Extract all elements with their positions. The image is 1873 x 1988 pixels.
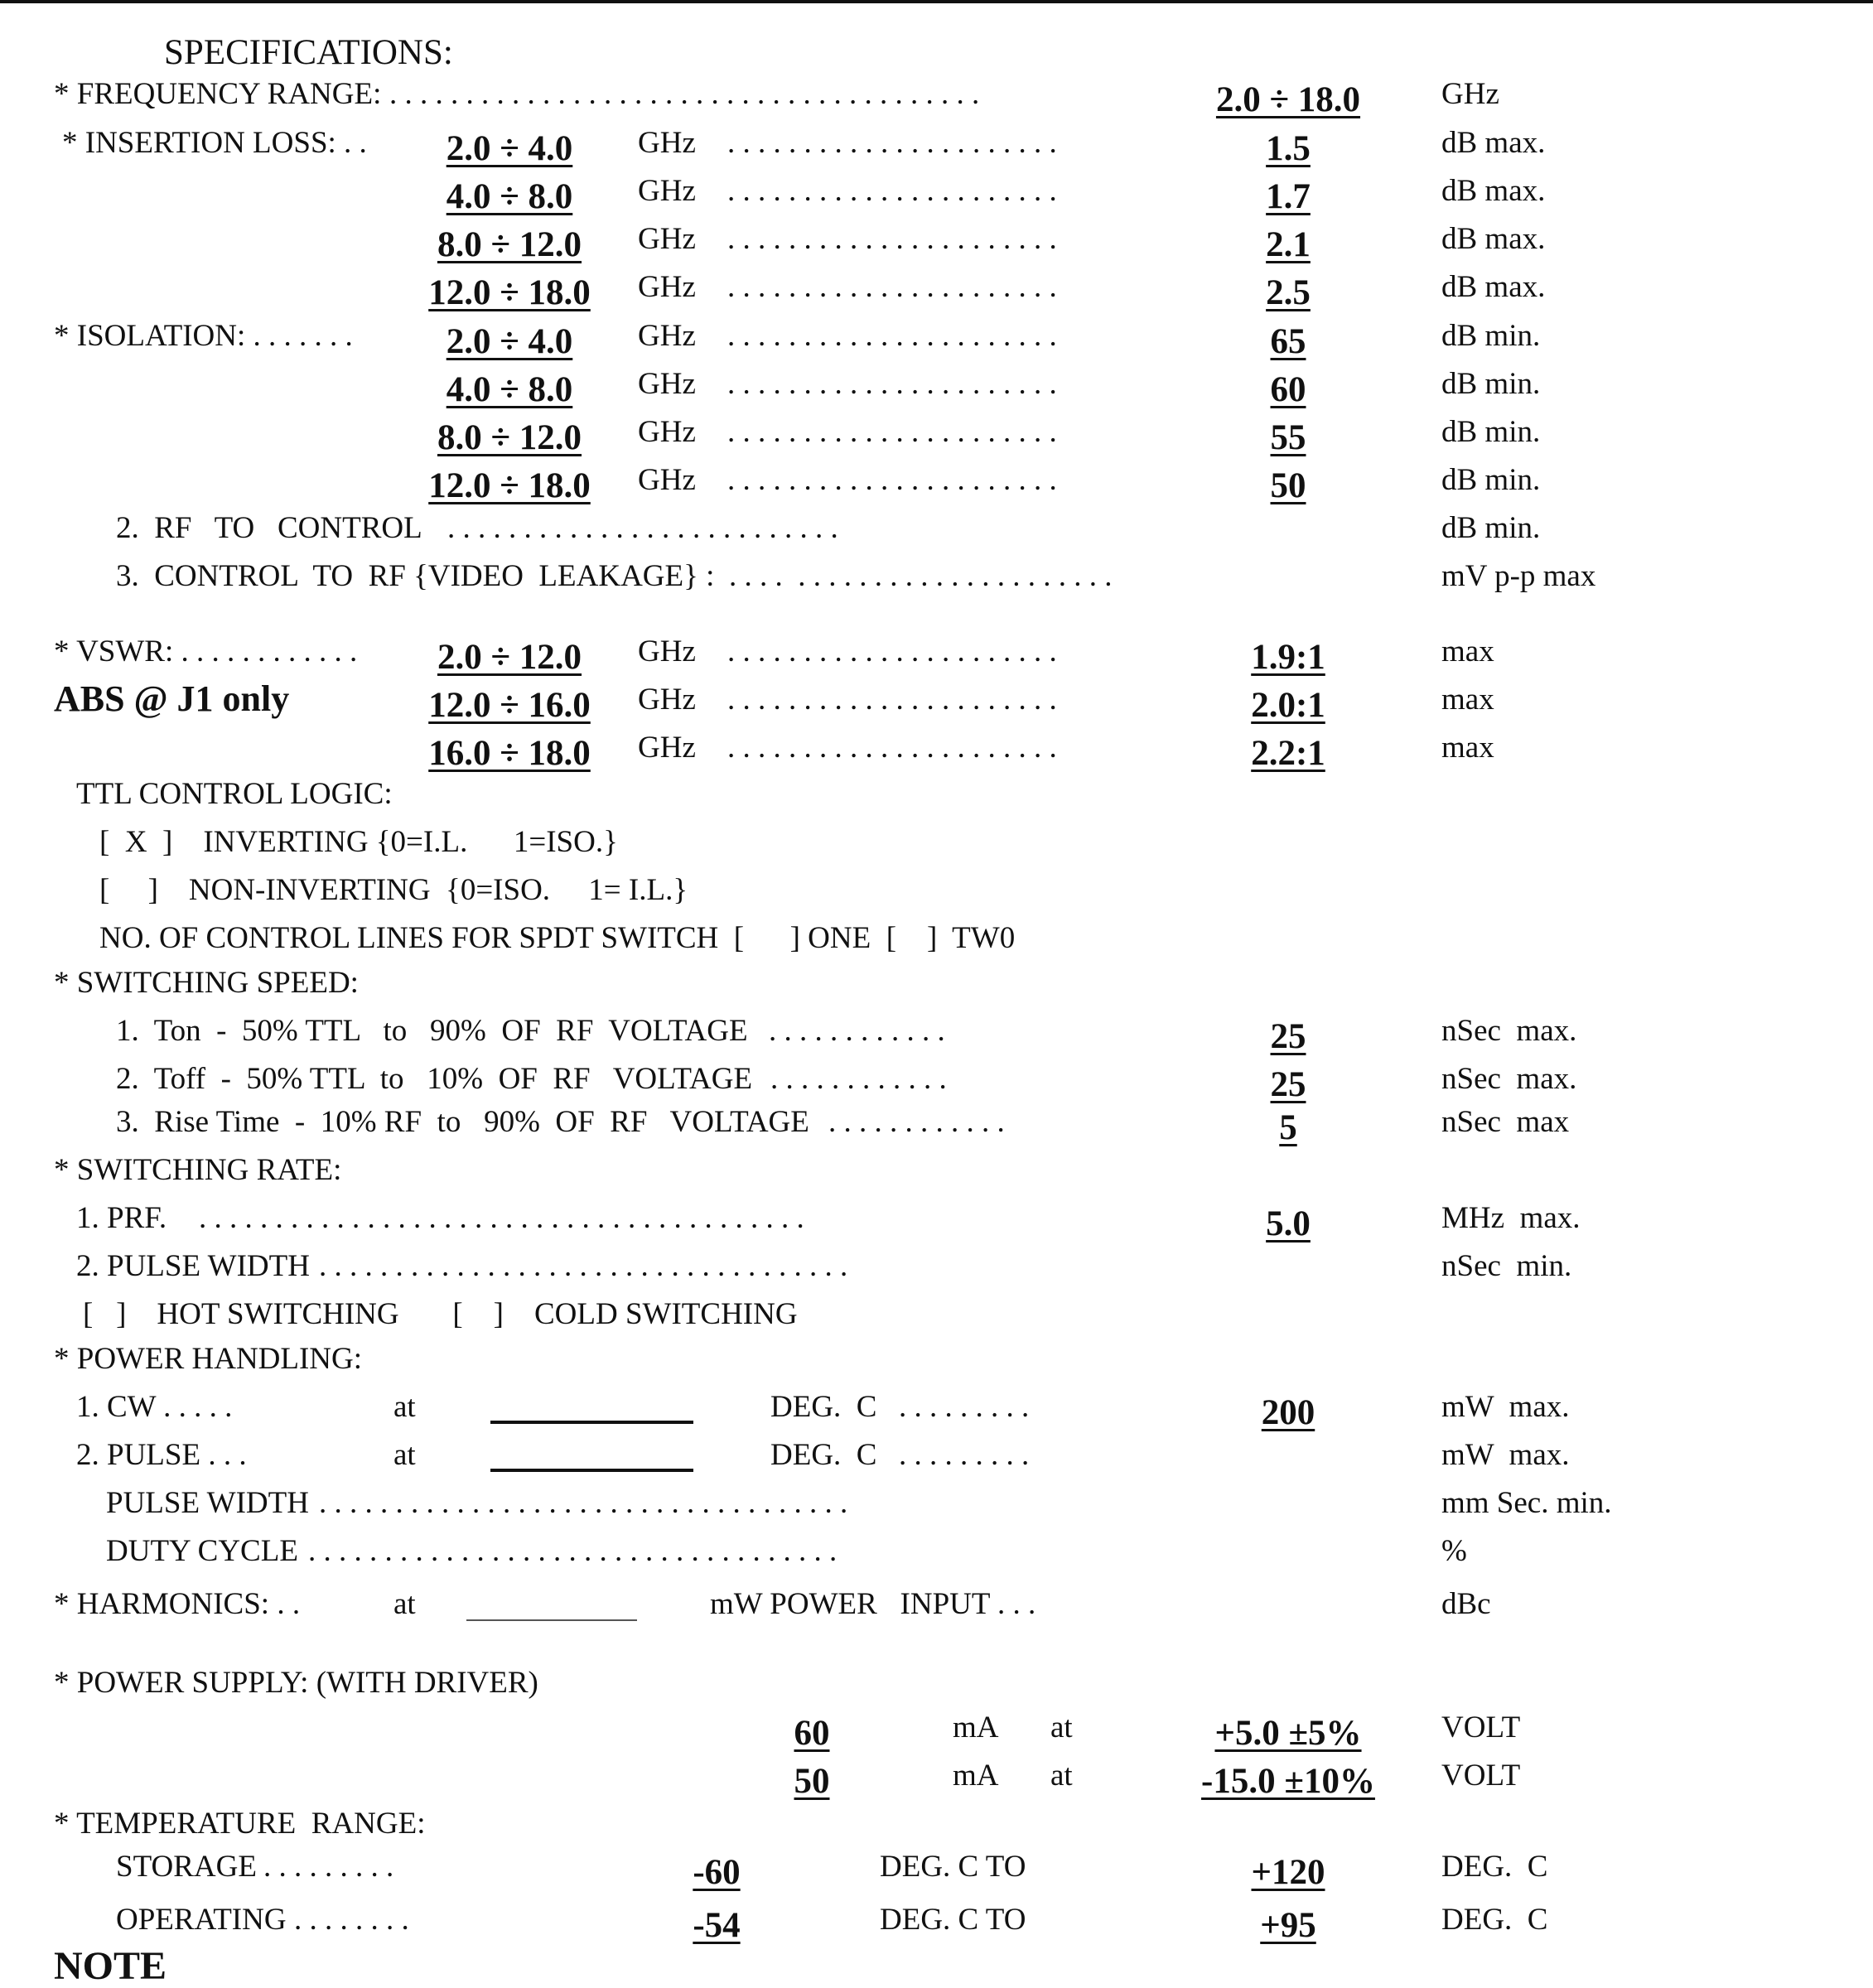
il-unit: dB max. <box>1441 222 1546 256</box>
ps-current-unit: mA <box>953 1711 999 1744</box>
leader-dots: . . . . . . . . . . . . . . . . . . . . . . <box>727 367 1057 401</box>
ttl-inverting-option[interactable]: [ X ] INVERTING {0=I.L. 1=ISO.} <box>99 825 618 859</box>
leader-dots: . . . . . . . . . <box>263 1850 394 1884</box>
iso-band: 2.0 ÷ 4.0 <box>446 322 573 361</box>
ps-voltage: -15.0 ±10% <box>1201 1762 1375 1801</box>
harmonics-input: mW POWER INPUT . . . <box>710 1587 1036 1621</box>
footer-note-fragment: NOTE <box>54 1944 167 1988</box>
cw-label: 1. CW . . . . . <box>76 1390 233 1424</box>
il-unit: dB max. <box>1441 270 1546 304</box>
vswr-value: 1.9:1 <box>1251 638 1325 677</box>
ttl-non-inverting-option[interactable]: [ ] NON-INVERTING {0=ISO. 1= I.L.} <box>99 873 688 907</box>
iso-unit: dB min. <box>1441 319 1541 353</box>
duty-cycle-unit: % <box>1441 1534 1467 1568</box>
il-value: 1.7 <box>1266 177 1311 216</box>
ps-at: at <box>1050 1711 1073 1744</box>
page-title: SPECIFICATIONS: <box>164 33 453 72</box>
pulse-width-unit: nSec min. <box>1441 1249 1572 1283</box>
switching-speed-value: 25 <box>1270 1017 1306 1056</box>
il-band: 4.0 ÷ 8.0 <box>446 177 573 216</box>
leader-dots: . . . . . . . . . . . . . . . . . . . . . . <box>727 270 1057 304</box>
prf-label: 1. PRF. <box>76 1201 167 1235</box>
iso-band: 4.0 ÷ 8.0 <box>446 370 573 409</box>
leader-dots: . . . . . . . . . . . . . . . . . . . . . . <box>727 415 1057 449</box>
cw-unit: mW max. <box>1441 1390 1570 1424</box>
pulse-deg: DEG. C <box>770 1438 877 1472</box>
leader-dots: . . . . . . . . . . . . . . . . . . . . . . <box>727 319 1057 353</box>
power-supply-label: * POWER SUPPLY: (WITH DRIVER) <box>54 1666 538 1700</box>
leader-dots: . . . . . . . . . . . . . . . . . . . . . . <box>727 731 1057 765</box>
isolation-label: * ISOLATION: . . . . . . . <box>54 319 353 353</box>
cw-value: 200 <box>1261 1393 1315 1432</box>
ttl-label: TTL CONTROL LOGIC: <box>76 777 393 811</box>
switching-rate-label: * SWITCHING RATE: <box>54 1153 342 1187</box>
leader-dots: . . . . . . . . . . . . . . . . . . . . . . <box>727 126 1057 160</box>
pulse-label: 2. PULSE . . . <box>76 1438 247 1472</box>
switching-speed-label: * SWITCHING SPEED: <box>54 966 359 1000</box>
top-rule <box>0 0 1873 3</box>
il-band: 12.0 ÷ 18.0 <box>428 273 591 312</box>
frequency-range-label: * FREQUENCY RANGE: <box>54 77 382 111</box>
il-band-unit: GHz <box>638 270 696 304</box>
il-band: 2.0 ÷ 4.0 <box>446 129 573 168</box>
power-handling-label: * POWER HANDLING: <box>54 1342 363 1376</box>
leader-dots: . . . . . . . . . . . . <box>769 1014 945 1048</box>
leader-dots: . . . . . . . . . . . . . . . . . . . . . . <box>727 174 1057 208</box>
control-to-rf-label: 3. CONTROL TO RF {VIDEO LEAKAGE} : <box>116 559 715 593</box>
vswr-label: * VSWR: . . . . . . . . . . . . <box>54 635 358 668</box>
ps-at: at <box>1050 1759 1073 1793</box>
iso-value: 65 <box>1270 322 1306 361</box>
vswr-band-unit: GHz <box>638 635 696 668</box>
leader-dots: . . . . . . . . . . . . . . . . . . . . . . . . . . . . . . . . . . . <box>308 1534 838 1568</box>
ph-pulse-width-unit: mm Sec. min. <box>1441 1486 1612 1520</box>
insertion-loss-label: * INSERTION LOSS: . . <box>62 126 367 160</box>
iso-unit: dB min. <box>1441 367 1541 401</box>
switching-speed-row-label: 1. Ton - 50% TTL to 90% OF RF VOLTAGE <box>116 1014 748 1048</box>
ps-unit: VOLT <box>1441 1711 1521 1744</box>
storage-low: -60 <box>693 1853 741 1892</box>
storage-label: STORAGE <box>116 1850 257 1884</box>
leader-dots: . . . . . . . . . <box>899 1438 1030 1472</box>
cw-deg: DEG. C <box>770 1390 877 1424</box>
iso-band-unit: GHz <box>638 367 696 401</box>
prf-value: 5.0 <box>1266 1204 1311 1243</box>
switching-speed-unit: nSec max. <box>1441 1014 1577 1048</box>
iso-band-unit: GHz <box>638 415 696 449</box>
il-band-unit: GHz <box>638 222 696 256</box>
iso-band: 8.0 ÷ 12.0 <box>437 418 582 457</box>
switching-speed-unit: nSec max <box>1441 1105 1570 1139</box>
leader-dots: . . . . . . . . . . . . . . . . . . . . . . . . . . <box>447 511 838 545</box>
il-unit: dB max. <box>1441 174 1546 208</box>
il-value: 2.1 <box>1266 225 1311 264</box>
ps-current-unit: mA <box>953 1759 999 1793</box>
rf-to-control-unit: dB min. <box>1441 511 1541 545</box>
operating-high: +95 <box>1260 1906 1316 1945</box>
vswr-note: ABS @ J1 only <box>54 678 290 719</box>
leader-dots: . . . . . . . . . . . . <box>828 1105 1005 1139</box>
leader-dots: . . . . . . . . . . . . . . . . . . . . . . . . . . . . . . . . . . . . . . . . <box>199 1201 804 1235</box>
il-band-unit: GHz <box>638 126 696 160</box>
leader-dots: . . . . . . . . . <box>899 1390 1030 1424</box>
frequency-range-value: 2.0 ÷ 18.0 <box>1215 80 1361 119</box>
storage-high: +120 <box>1251 1853 1325 1892</box>
il-band: 8.0 ÷ 12.0 <box>437 225 582 264</box>
leader-dots: . . . . . . . . <box>294 1903 409 1937</box>
storage-unit: DEG. C <box>1441 1850 1548 1884</box>
cw-at: at <box>393 1390 416 1424</box>
pulse-at: at <box>393 1438 416 1472</box>
operating-label: OPERATING <box>116 1903 287 1937</box>
hot-cold-switching-options[interactable]: [ ] HOT SWITCHING [ ] COLD SWITCHING <box>83 1297 798 1331</box>
ph-pulse-width-label: PULSE WIDTH <box>106 1486 309 1520</box>
iso-band-unit: GHz <box>638 463 696 497</box>
frequency-range-unit: GHz <box>1441 77 1499 111</box>
iso-value: 50 <box>1270 466 1306 505</box>
leader-dots: . . . . . . . . . . . . . . . . . . . . . . . . . <box>729 559 1113 593</box>
vswr-unit: max <box>1441 635 1494 668</box>
leader-dots: . . . . . . . . . . . . <box>770 1062 947 1096</box>
iso-band: 12.0 ÷ 18.0 <box>428 466 591 505</box>
control-to-rf-unit: mV p-p max <box>1441 559 1596 593</box>
iso-unit: dB min. <box>1441 415 1541 449</box>
vswr-band: 2.0 ÷ 12.0 <box>437 638 582 677</box>
ps-current: 60 <box>794 1714 830 1753</box>
switching-speed-value: 5 <box>1279 1108 1297 1147</box>
prf-unit: MHz max. <box>1441 1201 1581 1235</box>
leader-dots: . . . . . . . . . . . . . . . . . . . . . . <box>727 463 1057 497</box>
vswr-unit: max <box>1441 731 1494 765</box>
operating-low: -54 <box>693 1906 741 1945</box>
il-unit: dB max. <box>1441 126 1546 160</box>
storage-to: DEG. C TO <box>880 1850 1026 1884</box>
il-value: 2.5 <box>1266 273 1311 312</box>
switching-speed-row-label: 2. Toff - 50% TTL to 10% OF RF VOLTAGE <box>116 1062 753 1096</box>
ps-voltage: +5.0 ±5% <box>1214 1714 1362 1753</box>
control-lines-option[interactable]: NO. OF CONTROL LINES FOR SPDT SWITCH [ ] ONE [ ] TW0 <box>99 921 1016 955</box>
pulse-unit: mW max. <box>1441 1438 1570 1472</box>
vswr-value: 2.0:1 <box>1251 686 1325 725</box>
cw-temperature-blank[interactable] <box>490 1421 693 1424</box>
switching-speed-unit: nSec max. <box>1441 1062 1577 1096</box>
ps-unit: VOLT <box>1441 1759 1521 1793</box>
pulse-width-label: 2. PULSE WIDTH <box>76 1249 310 1283</box>
pulse-temperature-blank[interactable] <box>490 1469 693 1472</box>
iso-value: 60 <box>1270 370 1306 409</box>
operating-to: DEG. C TO <box>880 1903 1026 1937</box>
harmonics-label: * HARMONICS: . . <box>54 1587 301 1621</box>
ps-current: 50 <box>794 1762 830 1801</box>
iso-unit: dB min. <box>1441 463 1541 497</box>
leader-dots: . . . . . . . . . . . . . . . . . . . . . . <box>727 683 1057 717</box>
leader-dots: . . . . . . . . . . . . . . . . . . . . . . . . . . . . . . . . . . . <box>319 1486 848 1520</box>
leader-dots: . . . . . . . . . . . . . . . . . . . . . . . . . . . . . . . . . . . <box>319 1249 848 1283</box>
leader-dots: . . . . . . . . . . . . . . . . . . . . . . <box>727 635 1057 668</box>
rf-to-control-label: 2. RF TO CONTROL <box>116 511 422 545</box>
vswr-band: 12.0 ÷ 16.0 <box>428 686 591 725</box>
leader-dots: . . . . . . . . . . . . . . . . . . . . . . <box>727 222 1057 256</box>
operating-unit: DEG. C <box>1441 1903 1548 1937</box>
harmonics-unit: dBc <box>1441 1587 1491 1621</box>
vswr-band-unit: GHz <box>638 731 696 765</box>
duty-cycle-label: DUTY CYCLE <box>106 1534 298 1568</box>
temperature-label: * TEMPERATURE RANGE: <box>54 1807 426 1841</box>
switching-speed-row-label: 3. Rise Time - 10% RF to 90% OF RF VOLTAGE <box>116 1105 809 1139</box>
vswr-unit: max <box>1441 683 1494 717</box>
iso-band-unit: GHz <box>638 319 696 353</box>
vswr-band-unit: GHz <box>638 683 696 717</box>
il-band-unit: GHz <box>638 174 696 208</box>
harmonics-power-blank[interactable] <box>466 1619 637 1621</box>
harmonics-at: at <box>393 1587 416 1621</box>
switching-speed-value: 25 <box>1270 1065 1306 1104</box>
vswr-value: 2.2:1 <box>1251 734 1325 773</box>
vswr-band: 16.0 ÷ 18.0 <box>428 734 591 773</box>
il-value: 1.5 <box>1266 129 1311 168</box>
leader-dots: . . . . . . . . . . . . . . . . . . . . . . . . . . . . . . . . . . . . . . . <box>389 77 980 111</box>
iso-value: 55 <box>1270 418 1306 457</box>
